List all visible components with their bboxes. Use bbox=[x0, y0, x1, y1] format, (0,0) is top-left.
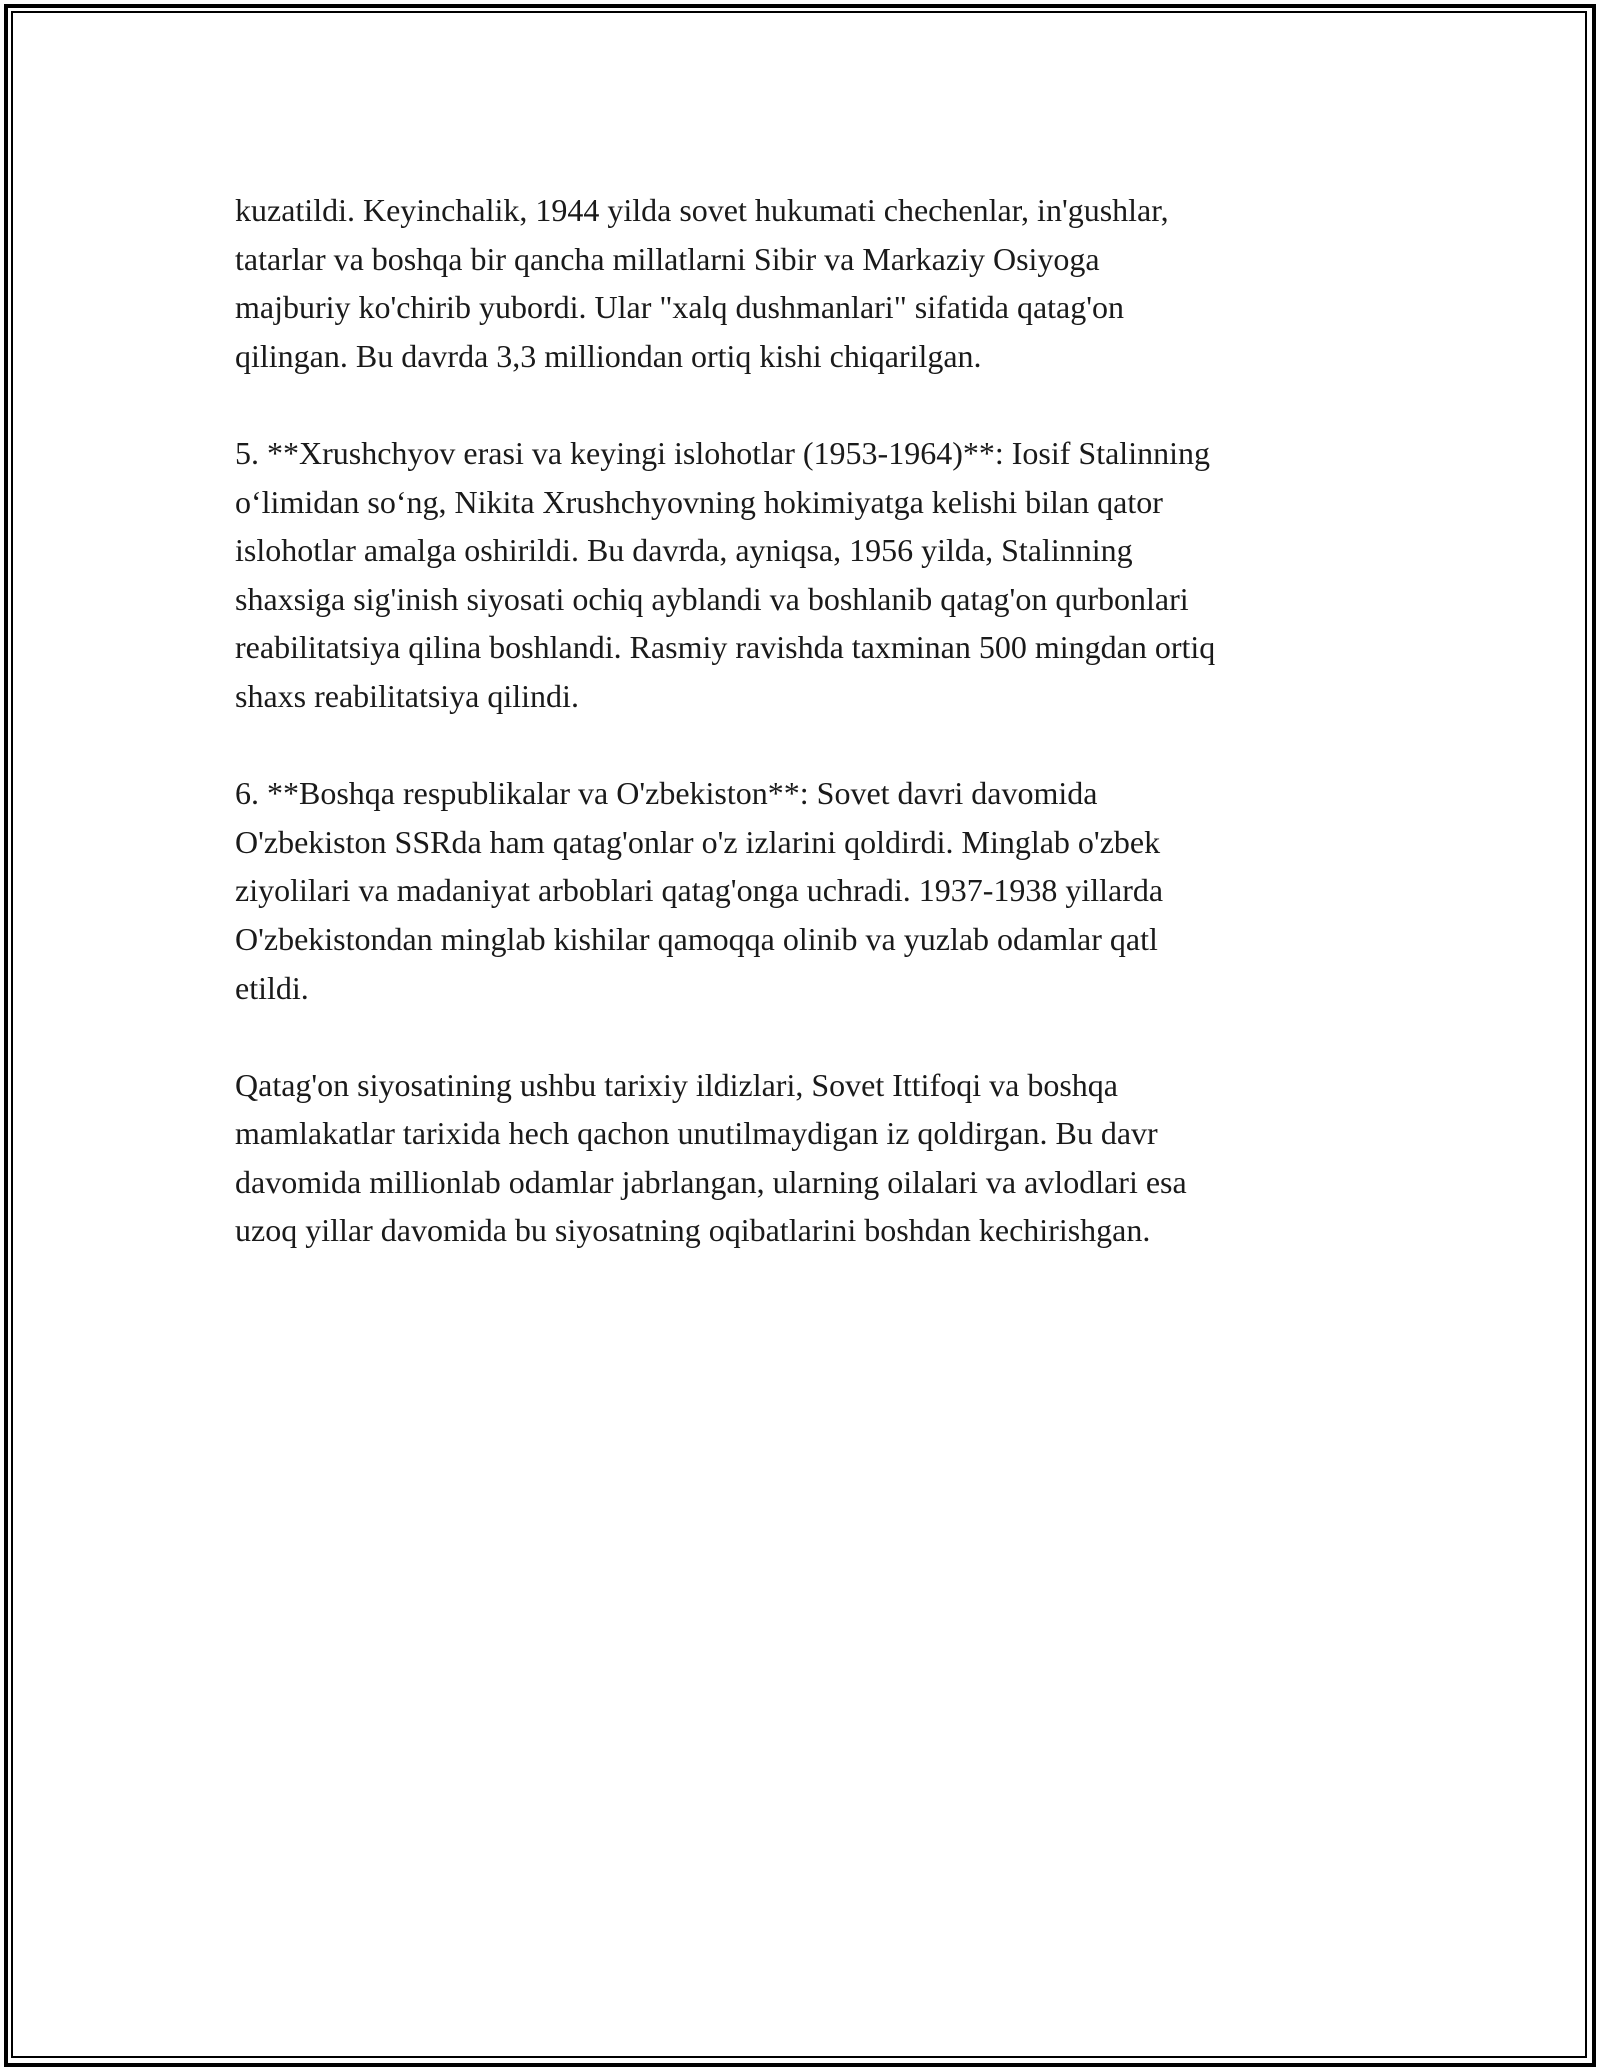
paragraph-uzbekistan: 6. **Boshqa respublikalar va O'zbekiston**: Sovet davri davomida O'zbekiston SSRda ham qatag'onlar o'z izlarini qoldirdi. Minglab o'zbek ziyolilari va madaniyat arboblari qatag'onga uchradi. 1937-1938 yillarda O'zbekistondan minglab kishilar qamoqqa olinib va yuzlab odamlar qatl etildi. bbox=[235, 775, 1164, 1006]
paragraph-conclusion: Qatag'on siyosatining ushbu tarixiy ildizlari, Sovet Ittifoqi va boshqa mamlakatlar tarixida hech qachon unutilmaydigan iz qoldirgan. Bu davr davomida millionlab odamlar jabrlangan, ularning oilalari va avlodlari esa uzoq yillar davomida bu siyosatning oqibatlarini boshdan kechirishgan. bbox=[235, 1066, 1187, 1249]
paragraph-deportations: kuzatildi. Keyinchalik, 1944 yilda sovet hukumati chechenlar, in'gushlar, tatarlar va boshqa bir qancha millatlarni Sibir va Markaziy Osiyoga majburiy ko'chirib yubordi. Ular "xalq dushmanlari" sifatida qatag'on qilingan. Bu davrda 3,3 milliondan ortiq kishi chiqarilgan. bbox=[235, 192, 1169, 374]
paragraph-khrushchev-era: 5. **Xrushchyov erasi va keyingi islohotlar (1953-1964)**: Iosif Stalinning o‘limidan so‘ng, Nikita Xrushchyovning hokimiyatga kelishi bilan qator islohotlar amalga oshirildi. Bu davrda, ayniqsa, 1956 yilda, Stalinning shaxsiga sig'inish siyosati ochiq ayblandi va boshlanib qatag'on qurbonlari reabilitatsiya qilina boshlandi. Rasmiy ravishda taxminan 500 mingdan ortiq shaxs reabilitatsiya qilindi. bbox=[235, 434, 1216, 714]
document-body bbox=[235, 186, 1375, 1304]
